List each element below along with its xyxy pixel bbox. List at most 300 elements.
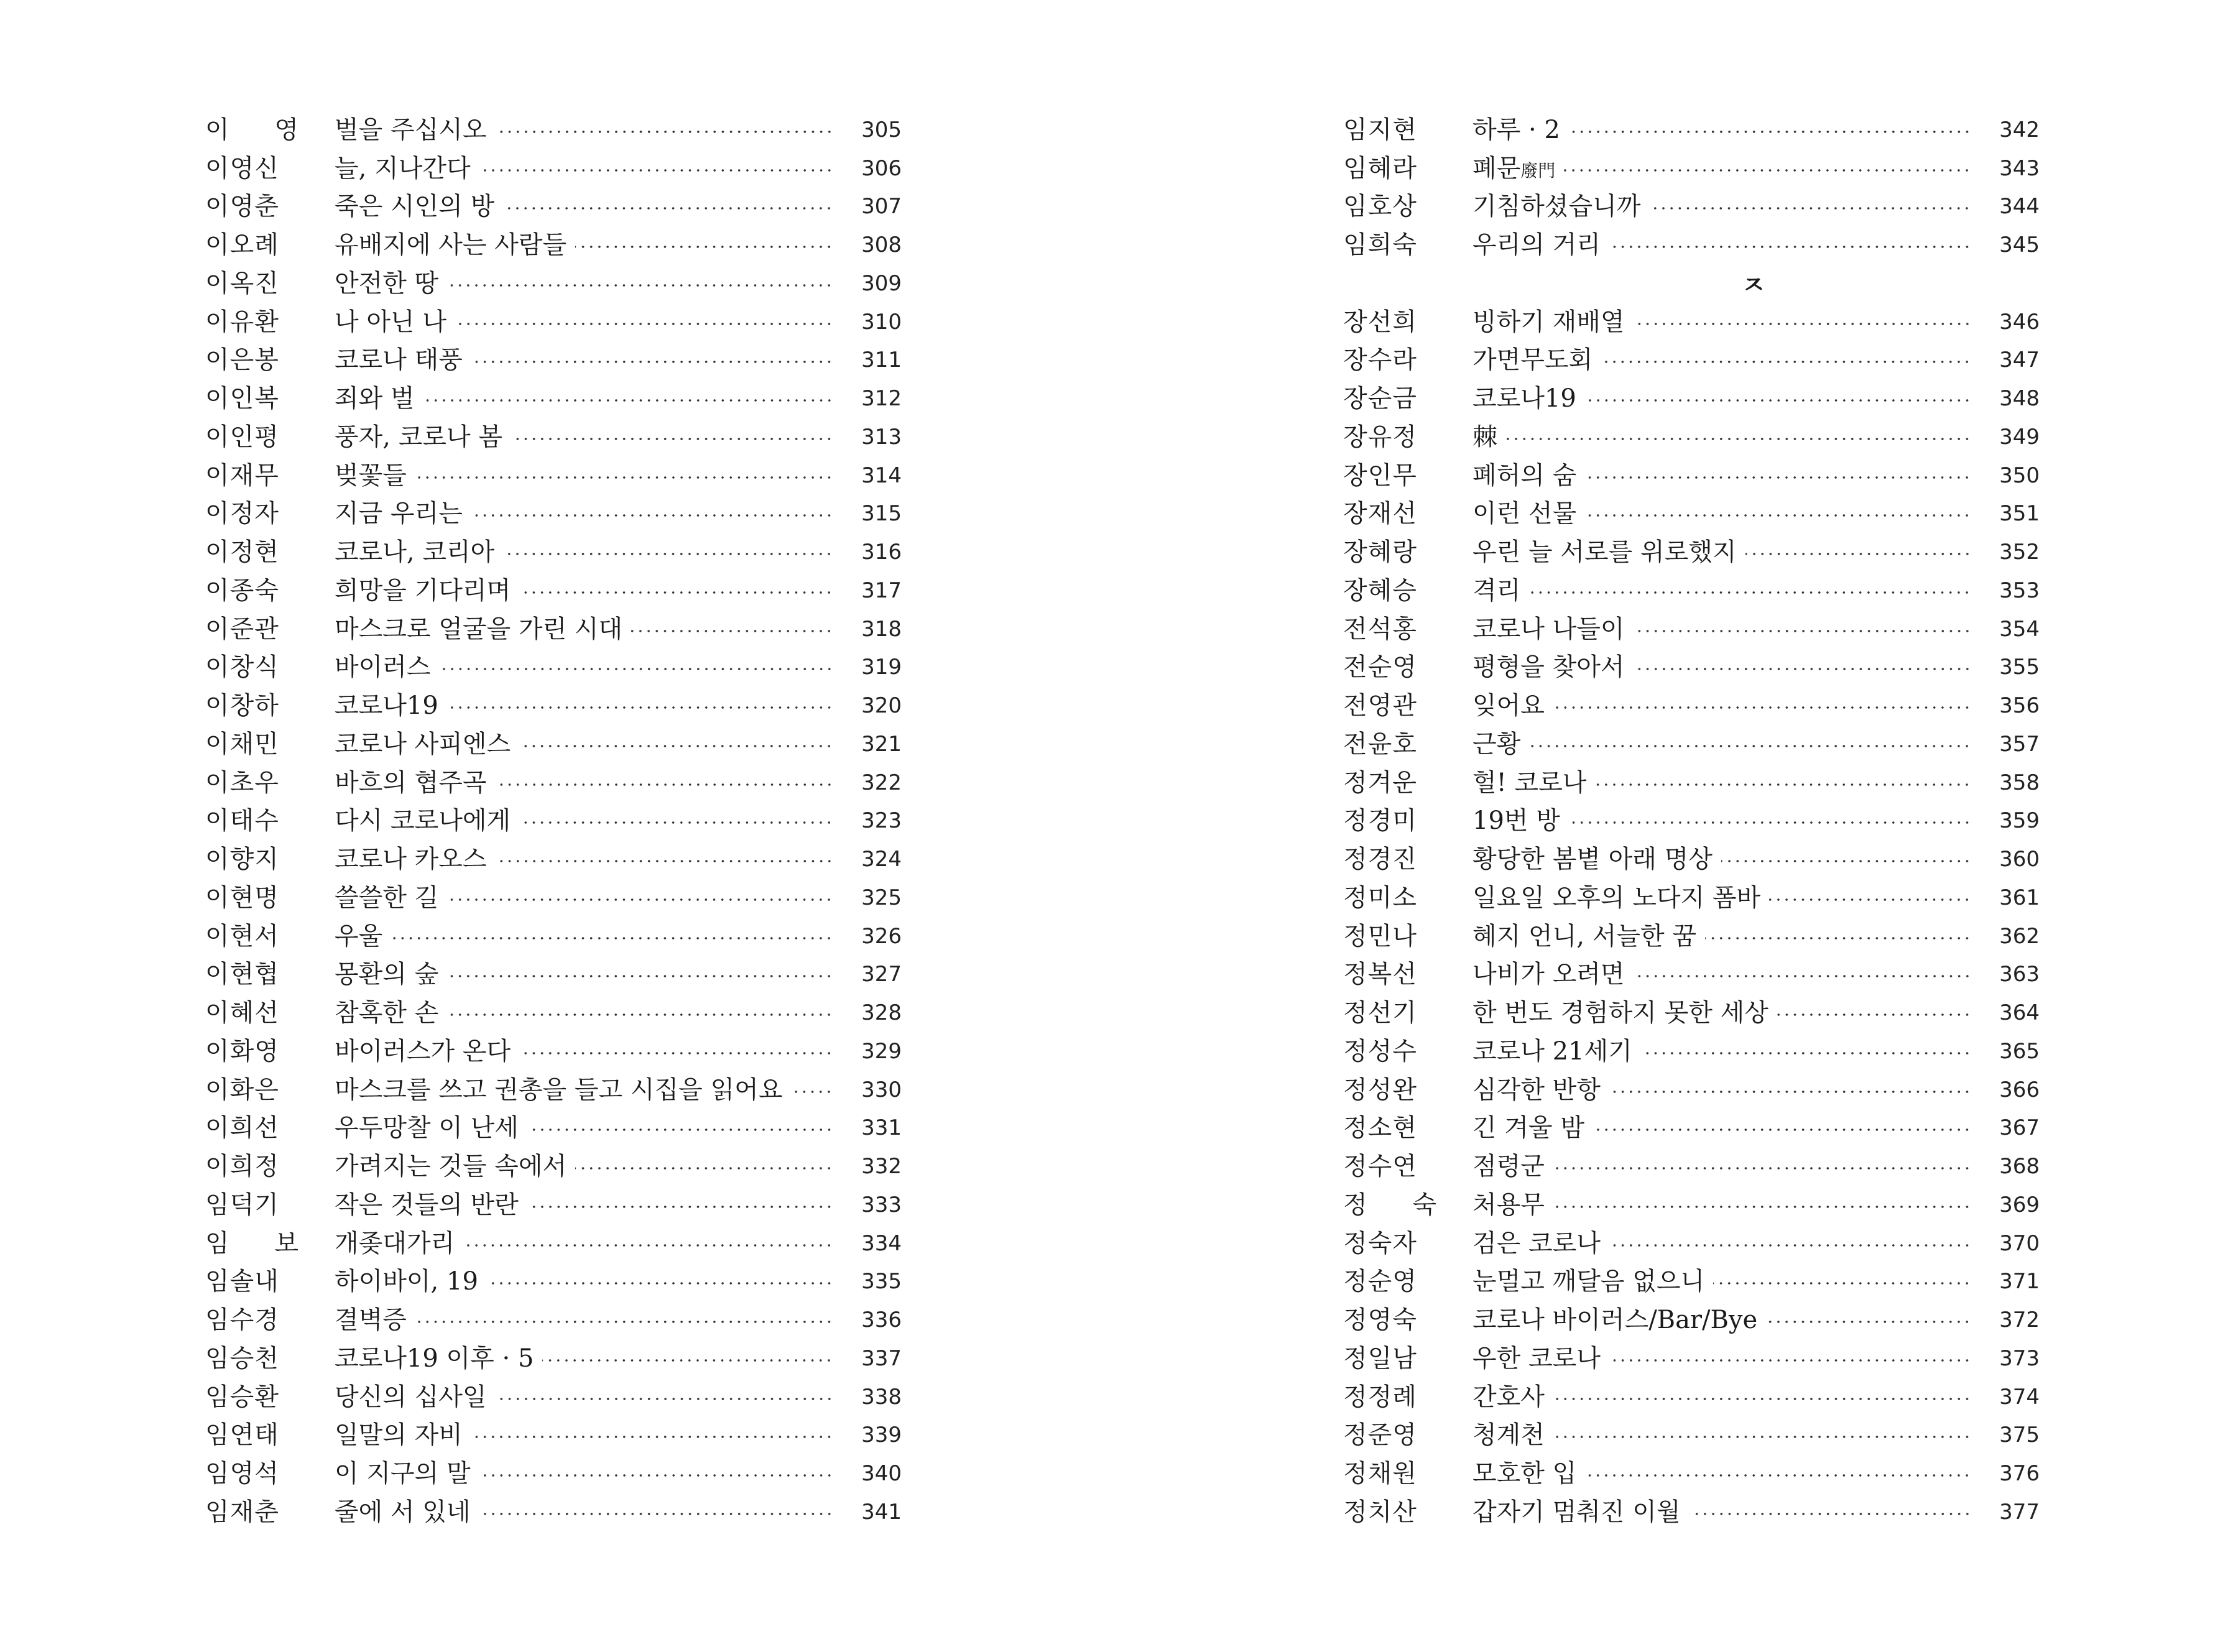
toc-title (335, 806, 519, 836)
toc-title (335, 885, 447, 910)
toc-author: 장유정 (1343, 422, 1417, 451)
toc-title-text: 바흐의 협주곡 (335, 768, 487, 797)
dot-leader (1569, 821, 1971, 824)
toc-author: 이현서 (205, 921, 279, 951)
dot-leader (496, 783, 833, 786)
toc-author: 장선희 (1343, 307, 1417, 336)
toc-title-text: 우한 코로나 (1472, 1344, 1601, 1373)
dot-leader (1609, 1091, 1971, 1093)
toc-entry (1343, 648, 2040, 687)
toc-entry (1343, 840, 2040, 879)
toc-title-text: 풍자, 코로나 봄 (335, 422, 502, 451)
toc-title-text: 가면무도회 (1472, 346, 1593, 375)
toc-page-number: 341 (861, 1499, 902, 1525)
toc-title-text: 코로나19 (1472, 384, 1576, 413)
toc-entry (205, 188, 902, 226)
toc-entry (1343, 1263, 2040, 1301)
toc-page-number: 327 (861, 962, 902, 987)
toc-title-text: 황당한 봄볕 아래 명상 (1472, 845, 1713, 874)
toc-title-text: 안전한 땅 (335, 269, 439, 298)
toc-page-number: 330 (861, 1077, 902, 1102)
toc-title (1472, 307, 1634, 336)
dot-leader (527, 1206, 833, 1208)
toc-author: 이혜선 (205, 999, 279, 1028)
toc-page-number: 312 (861, 386, 902, 412)
toc-entry (205, 764, 902, 802)
toc-entry (205, 1186, 902, 1224)
toc-title-text: 가려지는 것들 속에서 (335, 1152, 567, 1181)
toc-page-number: 368 (1999, 1154, 2040, 1179)
dot-leader (463, 1244, 833, 1247)
toc-author: 이영춘 (205, 192, 279, 221)
toc-title-text: 19번 방 (1472, 806, 1560, 836)
toc-title (1472, 1114, 1593, 1143)
toc-title (335, 346, 471, 375)
dot-leader (1690, 1513, 1971, 1515)
toc-page-number: 343 (1999, 155, 2040, 181)
toc-author: 이종숙 (205, 576, 279, 605)
toc-entry (205, 1493, 902, 1531)
toc-title (1472, 847, 1721, 872)
toc-title (335, 1461, 479, 1486)
toc-title (335, 1154, 575, 1179)
toc-entry (205, 1224, 902, 1263)
toc-title-text: 한 번도 경험하지 못한 세상 (1472, 999, 1768, 1028)
toc-page-number: 359 (1999, 808, 2040, 834)
toc-author: 정준영 (1343, 1421, 1417, 1450)
dot-leader (791, 1091, 833, 1093)
toc-page-number: 369 (1999, 1192, 2040, 1217)
toc-entry (1343, 379, 2040, 418)
toc-title-text: 결벽증 (335, 1306, 407, 1335)
toc-author: 임연태 (205, 1421, 279, 1450)
dot-leader (1529, 591, 1971, 594)
toc-entry (205, 994, 902, 1032)
toc-title-text: 검은 코로나 (1472, 1229, 1601, 1258)
toc-page-number: 313 (861, 424, 902, 450)
dot-leader (1769, 898, 1971, 901)
toc-title (1472, 1497, 1690, 1526)
dot-leader (511, 438, 833, 440)
toc-title-text: 벚꽃들 (335, 461, 407, 490)
toc-entry (1343, 686, 2040, 725)
toc-page-number: 360 (1999, 847, 2040, 872)
toc-title-text: 간호사 (1472, 1382, 1545, 1411)
toc-title (335, 614, 631, 644)
toc-title-text: 기침하셨습니까 (1472, 192, 1641, 221)
dot-leader (1595, 783, 1971, 786)
toc-page-number: 306 (861, 155, 902, 181)
toc-author: 장혜랑 (1343, 538, 1417, 567)
toc-title (1472, 156, 1564, 181)
toc-title (1472, 962, 1634, 987)
toc-author: 임재춘 (205, 1497, 279, 1526)
toc-page-number: 308 (861, 233, 902, 258)
toc-author: 정민나 (1343, 921, 1417, 951)
toc-title (335, 231, 575, 260)
dot-leader (447, 284, 833, 287)
toc-entry (1343, 495, 2040, 533)
dot-leader (1569, 131, 1971, 133)
toc-title-text: 빙하기 재배열 (1472, 307, 1625, 336)
toc-page-number: 354 (1999, 616, 2040, 642)
toc-title (1472, 1346, 1609, 1371)
toc-entry (205, 917, 902, 956)
toc-title-hanja: 廢門 (1520, 160, 1556, 181)
toc-page-number: 365 (1999, 1038, 2040, 1064)
toc-page-number: 335 (861, 1269, 902, 1294)
toc-title (335, 1077, 791, 1102)
toc-title-text: 우두망찰 이 난세 (335, 1114, 519, 1143)
toc-title (1472, 885, 1769, 910)
toc-title-text: 나비가 오려면 (1472, 960, 1625, 989)
toc-entry (1343, 1339, 2040, 1378)
dot-leader (1593, 1128, 1971, 1131)
dot-leader (415, 476, 833, 479)
toc-author: 정영숙 (1343, 1306, 1417, 1335)
dot-leader (1564, 169, 1971, 172)
toc-title-text: 갑자기 멈춰진 이월 (1472, 1497, 1681, 1526)
dot-leader (1721, 860, 1971, 862)
toc-entry (205, 1378, 902, 1416)
toc-author: 임승천 (205, 1344, 279, 1373)
toc-title (1472, 1382, 1553, 1411)
toc-title (335, 307, 455, 336)
toc-entry (1343, 1032, 2040, 1071)
toc-title-text: 코로나 21세기 (1472, 1036, 1632, 1066)
toc-title-text: 청계천 (1472, 1421, 1545, 1450)
toc-page-number: 317 (861, 578, 902, 603)
toc-page-number: 322 (861, 770, 902, 795)
toc-page-number: 336 (861, 1308, 902, 1333)
toc-page-number: 334 (861, 1230, 902, 1256)
toc-title-text: 몽환의 숲 (335, 960, 439, 989)
toc-title (335, 847, 496, 872)
toc-page-number: 316 (861, 540, 902, 565)
toc-entry (1343, 1147, 2040, 1186)
dot-leader (1634, 668, 1971, 670)
toc-entry (205, 149, 902, 188)
toc-author: 이현명 (205, 883, 279, 912)
toc-title (1472, 386, 1585, 411)
dot-leader (1634, 630, 1971, 632)
toc-entry (205, 802, 902, 841)
toc-title (1472, 231, 1609, 260)
toc-page-number: 320 (861, 693, 902, 719)
toc-author: 정미소 (1343, 883, 1417, 912)
toc-page-number: 344 (1999, 194, 2040, 219)
dot-leader (496, 131, 833, 133)
dot-leader (471, 1436, 833, 1438)
toc-author: 이옥진 (205, 269, 279, 298)
dot-leader (440, 668, 833, 670)
toc-title-text: 코로나19 이후 · 5 (335, 1344, 534, 1373)
toc-entry (1343, 1378, 2040, 1416)
toc-author: 전순영 (1343, 653, 1417, 682)
toc-title-text: 바이러스가 온다 (335, 1036, 511, 1066)
dot-leader (527, 1128, 833, 1131)
toc-author: 이현협 (205, 960, 279, 989)
toc-page-number: 321 (861, 731, 902, 757)
toc-page-number: 333 (861, 1192, 902, 1217)
toc-title (1472, 1269, 1713, 1294)
toc-page-number: 355 (1999, 655, 2040, 680)
toc-author: 정복선 (1343, 960, 1417, 989)
toc-page-number: 364 (1999, 1000, 2040, 1026)
toc-entry (205, 1109, 902, 1148)
toc-page-number: 375 (1999, 1423, 2040, 1448)
dot-leader (1553, 706, 1971, 709)
toc-title (335, 422, 511, 451)
toc-title (1472, 1077, 1609, 1102)
toc-page-number: 347 (1999, 348, 2040, 373)
toc-title-text: 근황 (1472, 729, 1521, 759)
toc-page-number: 323 (861, 808, 902, 834)
toc-author: 이태수 (205, 806, 279, 836)
toc-title (1472, 346, 1601, 375)
dot-leader (479, 1513, 833, 1515)
toc-page-number: 318 (861, 616, 902, 642)
toc-page-number: 345 (1999, 233, 2040, 258)
toc-entry (1343, 1109, 2040, 1148)
toc-page-number: 307 (861, 194, 902, 219)
toc-page-number: 324 (861, 847, 902, 872)
toc-entry (205, 533, 902, 571)
toc-title-text: 우리의 거리 (1472, 231, 1601, 260)
toc-title (1472, 578, 1529, 603)
toc-title-text: 棘 (1472, 422, 1497, 451)
toc-title (1472, 1190, 1553, 1219)
toc-title (335, 386, 423, 411)
dot-leader (519, 591, 833, 594)
dot-leader (1585, 1474, 1971, 1477)
dot-leader (631, 630, 833, 632)
toc-author: 이창하 (205, 691, 279, 721)
toc-author: 임혜라 (1343, 154, 1417, 183)
toc-title-text: 혜지 언니, 서늘한 꿈 (1472, 921, 1696, 951)
toc-title-text: 코로나19 (335, 691, 438, 721)
toc-entry (1343, 571, 2040, 610)
toc-entry (205, 610, 902, 648)
section-heading: ㅈ (1741, 271, 1766, 300)
toc-page-number: 342 (1999, 117, 2040, 142)
toc-title-text: 평형을 찾아서 (1472, 653, 1625, 682)
toc-entry (1343, 802, 2040, 841)
dot-leader (503, 207, 833, 210)
toc-page-number: 331 (861, 1115, 902, 1141)
toc-title-text: 참혹한 손 (335, 999, 439, 1028)
toc-author: 정치산 (1343, 1497, 1417, 1526)
toc-title (335, 1306, 415, 1335)
toc-title (335, 1114, 527, 1143)
toc-page-number: 314 (861, 463, 902, 488)
toc-title (335, 1382, 496, 1411)
toc-title-text: 유배지에 사는 사람들 (335, 231, 567, 260)
dot-leader (519, 1052, 833, 1054)
toc-entry (1343, 1493, 2040, 1531)
toc-page-number: 305 (861, 117, 902, 142)
toc-title (1472, 1421, 1553, 1450)
toc-entry (205, 1071, 902, 1109)
dot-leader (447, 1013, 833, 1016)
toc-author: 정소현 (1343, 1114, 1417, 1143)
toc-title (1472, 806, 1569, 836)
toc-page-number: 309 (861, 270, 902, 296)
toc-author: 이희정 (205, 1152, 279, 1181)
toc-page-number: 348 (1999, 386, 2040, 412)
toc-entry (1343, 533, 2040, 571)
dot-leader (455, 323, 833, 325)
toc-title (335, 271, 447, 296)
dot-leader (471, 361, 833, 363)
dot-leader (496, 860, 833, 862)
toc-page-number: 337 (861, 1345, 902, 1371)
dot-leader (447, 898, 833, 901)
toc-title (1472, 729, 1529, 759)
toc-title (335, 1036, 519, 1066)
toc-page-number: 367 (1999, 1115, 2040, 1141)
toc-page-number: 325 (861, 885, 902, 910)
dot-leader (447, 975, 833, 977)
toc-page-number: 366 (1999, 1077, 2040, 1102)
toc-left-column (205, 111, 902, 1531)
toc-page-number: 350 (1999, 463, 2040, 488)
toc-entry (1343, 1071, 2040, 1109)
toc-page-number: 353 (1999, 578, 2040, 603)
toc-author: 이정현 (205, 538, 279, 567)
toc-page-number: 339 (861, 1423, 902, 1448)
toc-title (335, 578, 519, 603)
toc-entry (1343, 917, 2040, 956)
toc-page-number: 362 (1999, 923, 2040, 949)
toc-author: 정겨운 (1343, 768, 1417, 797)
toc-entry (205, 1416, 902, 1455)
toc-page-number: 329 (861, 1038, 902, 1064)
toc-entry (205, 226, 902, 264)
toc-title-text: 벌을 주십시오 (335, 115, 487, 144)
toc-title-text: 심각한 반항 (1472, 1075, 1601, 1104)
toc-page-number: 315 (861, 501, 902, 527)
toc-title-text: 하루 · 2 (1472, 115, 1560, 144)
toc-entry (1343, 111, 2040, 149)
toc-title (1472, 655, 1634, 680)
toc-author: 임 보 (205, 1229, 317, 1258)
toc-entry (1343, 1186, 2040, 1224)
dot-leader (519, 745, 833, 747)
toc-author: 임지현 (1343, 115, 1417, 144)
toc-entry (205, 456, 902, 495)
toc-title (335, 115, 496, 144)
dot-leader (1601, 361, 1971, 363)
toc-title (1472, 1036, 1641, 1066)
toc-title-text: 나 아닌 나 (335, 307, 446, 336)
toc-page-number: 338 (861, 1384, 902, 1410)
toc-title (1472, 501, 1585, 526)
toc-page-number: 356 (1999, 693, 2040, 719)
dot-leader (542, 1359, 833, 1362)
toc-author: 정경진 (1343, 845, 1417, 874)
toc-title (335, 1497, 479, 1526)
dot-leader (1705, 937, 1971, 939)
toc-entry (205, 956, 902, 994)
toc-entry (1343, 226, 2040, 264)
toc-author: 이화은 (205, 1075, 279, 1104)
toc-title-text: 바이러스 (335, 653, 431, 682)
toc-page-number: 370 (1999, 1230, 2040, 1256)
toc-title (1472, 999, 1777, 1028)
toc-author: 장순금 (1343, 384, 1417, 413)
toc-entry (205, 303, 902, 341)
toc-author: 정순영 (1343, 1267, 1417, 1296)
toc-title-text: 코로나 카오스 (335, 845, 487, 874)
dot-leader (1553, 1167, 1971, 1170)
toc-title-text: 죄와 벌 (335, 384, 415, 413)
toc-entry (205, 1301, 902, 1339)
toc-page-number: 340 (861, 1461, 902, 1487)
toc-entry (1343, 994, 2040, 1032)
toc-title-text: 지금 우리는 (335, 499, 463, 528)
toc-entry (205, 1147, 902, 1186)
dot-leader (1634, 323, 1971, 325)
dot-leader (503, 553, 833, 555)
toc-title-text: 작은 것들의 반란 (335, 1190, 519, 1219)
toc-author: 정경미 (1343, 806, 1417, 836)
toc-title (1472, 770, 1595, 795)
toc-title-text: 잊어요 (1472, 691, 1545, 721)
toc-author: 정선기 (1343, 999, 1417, 1028)
toc-title (335, 194, 503, 219)
dot-leader (1766, 1321, 1971, 1323)
toc-title-text: 죽은 시인의 방 (335, 192, 495, 221)
dot-leader (1553, 1398, 1971, 1400)
toc-title-text: 이런 선물 (1472, 499, 1577, 528)
toc-page-number: 376 (1999, 1461, 2040, 1487)
toc-title-text: 이 지구의 말 (335, 1459, 471, 1488)
dot-leader (471, 514, 833, 517)
toc-entry (205, 495, 902, 533)
toc-author: 장혜승 (1343, 576, 1417, 605)
toc-title (1472, 463, 1585, 488)
toc-title (1472, 691, 1553, 721)
toc-author: 이창식 (205, 653, 279, 682)
toc-entry (205, 1339, 902, 1378)
toc-author: 이오례 (205, 231, 279, 260)
dot-leader (423, 399, 833, 402)
dot-leader (1553, 1206, 1971, 1208)
toc-entry (1343, 725, 2040, 764)
toc-title-text: 마스크를 쓰고 권총을 들고 시집을 읽어요 (335, 1075, 783, 1104)
toc-title-text: 코로나 사피엔스 (335, 729, 511, 759)
toc-author: 임승환 (205, 1382, 279, 1411)
toc-author: 임영석 (205, 1459, 279, 1488)
toc-page-number: 319 (861, 655, 902, 680)
toc-entry (1343, 303, 2040, 341)
dot-leader (447, 706, 833, 709)
toc-title (335, 1190, 527, 1219)
toc-page-number: 310 (861, 309, 902, 335)
toc-title (335, 501, 471, 526)
toc-page-number: 357 (1999, 731, 2040, 757)
toc-entry (1343, 1416, 2040, 1455)
toc-author: 정숙자 (1343, 1229, 1417, 1258)
toc-author: 임호상 (1343, 192, 1417, 221)
toc-title-text: 우울 (335, 921, 383, 951)
toc-entry (205, 879, 902, 917)
toc-author: 장재선 (1343, 499, 1417, 528)
toc-page-number: 346 (1999, 309, 2040, 335)
toc-title-text: 눈멀고 깨달음 없으니 (1472, 1267, 1705, 1296)
dot-leader (1609, 246, 1971, 248)
